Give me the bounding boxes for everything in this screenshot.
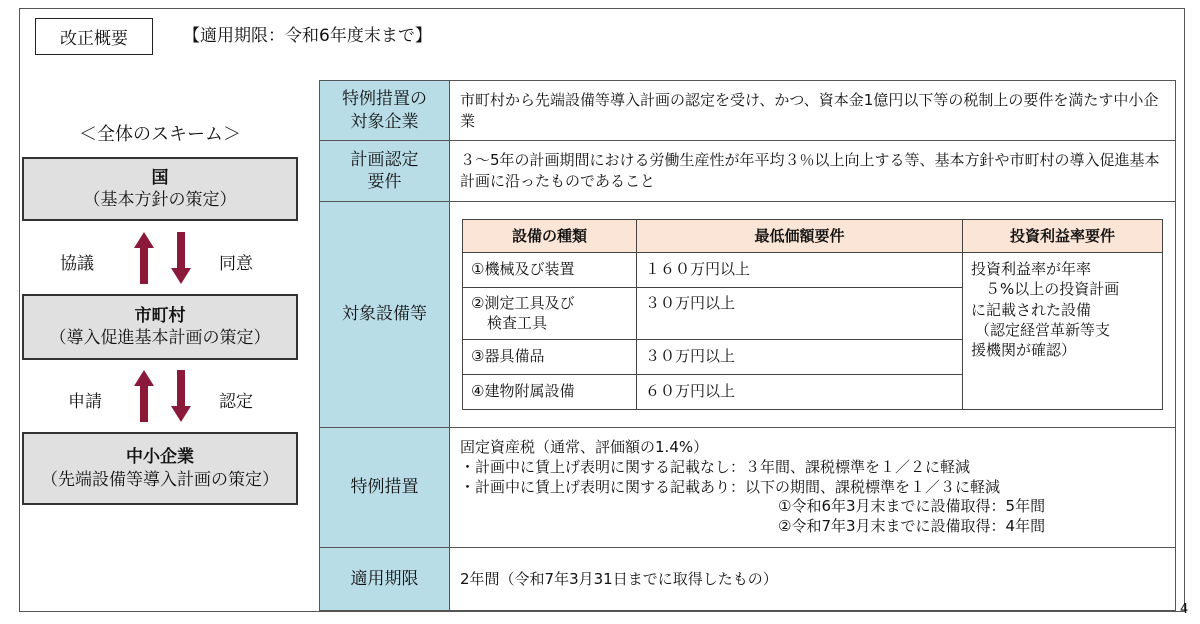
equipment-requirements-table bbox=[462, 219, 1163, 410]
national-government-box bbox=[22, 157, 298, 221]
special-measure-header: 特例措置 bbox=[320, 428, 450, 548]
minimum-price-cell: ３０万円以上 bbox=[637, 340, 963, 375]
header-line: 対象企業 bbox=[350, 111, 419, 132]
approval-label: 認定 bbox=[219, 392, 253, 412]
measure-sub-line: ①令和6年3月末までに設備取得：5年間 bbox=[778, 497, 1046, 516]
plan-requirement-header bbox=[320, 141, 450, 202]
up-arrow-icon bbox=[134, 232, 154, 284]
equipment-type-cell: ①機械及び装置 bbox=[463, 253, 637, 288]
page-number: 4 bbox=[1180, 602, 1189, 617]
application-period-cell: 2年間（令和7年3月31日までに取得したもの） bbox=[450, 548, 1176, 611]
consultation-label: 協議 bbox=[60, 254, 94, 274]
table-row bbox=[320, 81, 1176, 141]
table-row bbox=[320, 548, 1176, 611]
box-subtitle: （導入促進基本計画の策定） bbox=[49, 328, 271, 348]
municipality-box bbox=[22, 294, 298, 360]
equipment-type-cell: ④建物附属設備 bbox=[463, 375, 637, 410]
plan-requirement-cell: ３～5年の計画期間における労働生産性が年平均３％以上向上する等、基本方針や市町村の導入促進基本計画に沿ったものであること bbox=[450, 141, 1176, 202]
sme-box bbox=[22, 432, 298, 505]
consent-label: 同意 bbox=[219, 254, 253, 274]
down-arrow-icon bbox=[171, 232, 191, 284]
measure-line: ・計画中に賃上げ表明に関する記載あり：以下の期間、課税標準を１／３に軽減 bbox=[460, 477, 1001, 496]
measure-summary-table bbox=[319, 80, 1176, 611]
special-measure-cell bbox=[450, 428, 1176, 548]
target-equipment-header: 対象設備等 bbox=[320, 202, 450, 428]
minimum-price-cell: ６０万円以上 bbox=[637, 375, 963, 410]
box-name: 中小企業 bbox=[126, 447, 194, 468]
header-line: 特例措置の bbox=[342, 89, 427, 110]
rate-line: 援機関が確認） bbox=[971, 341, 1077, 359]
minimum-price-cell: ３０万円以上 bbox=[637, 288, 963, 340]
target-equipment-cell bbox=[450, 202, 1176, 428]
box-name: 国 bbox=[151, 167, 169, 188]
box-name: 市町村 bbox=[134, 305, 186, 326]
measure-line: 固定資産税（通常、評価額の1.4%） bbox=[460, 437, 709, 456]
application-label: 申請 bbox=[68, 392, 102, 412]
scheme-title: ＜全体のスキーム＞ bbox=[79, 124, 241, 145]
target-company-cell: 市町村から先端設備等導入計画の認定を受け、かつ、資本金1億円以下等の税制上の要件を満たす中小企業 bbox=[450, 81, 1176, 141]
rate-line: （認定経営革新等支 bbox=[975, 320, 1111, 339]
header-line: 計画認定 bbox=[350, 149, 419, 170]
type-line: 検査工具 bbox=[487, 313, 548, 332]
table-row bbox=[463, 253, 1163, 288]
equipment-type-cell: ③器具備品 bbox=[463, 340, 637, 375]
column-header: 設備の種類 bbox=[463, 220, 637, 253]
measure-sub-line: ②令和7年3月末までに設備取得：4年間 bbox=[778, 517, 1046, 536]
table-header-row bbox=[463, 220, 1163, 253]
box-subtitle: （先端設備等導入計画の策定） bbox=[41, 469, 279, 490]
rate-line: に記載された設備 bbox=[971, 300, 1092, 319]
minimum-price-cell: １６０万円以上 bbox=[637, 253, 963, 288]
box-subtitle: （基本方針の策定） bbox=[83, 190, 237, 210]
measure-line: ・計画中に賃上げ表明に関する記載なし：３年間、課税標準を１／２に軽減 bbox=[460, 457, 971, 476]
application-period-header: 適用期限 bbox=[320, 548, 450, 611]
investment-return-cell bbox=[963, 253, 1163, 410]
header-line: 要件 bbox=[367, 172, 402, 192]
down-arrow-icon bbox=[171, 370, 191, 422]
up-arrow-icon bbox=[134, 370, 154, 422]
table-row bbox=[320, 428, 1176, 548]
rate-line: 投資利益率が年率 bbox=[971, 260, 1092, 278]
column-header: 最低価額要件 bbox=[637, 220, 963, 253]
application-period-label: 【適用期限：令和6年度末まで】 bbox=[183, 26, 432, 46]
table-row bbox=[320, 141, 1176, 202]
column-header: 投資利益率要件 bbox=[963, 220, 1163, 253]
revision-summary-tag: 改正概要 bbox=[35, 18, 153, 55]
type-line: ②測定工具及び bbox=[471, 294, 575, 312]
rate-line: ５%以上の投資計画 bbox=[985, 280, 1120, 299]
target-company-header bbox=[320, 81, 450, 141]
table-row bbox=[320, 202, 1176, 428]
equipment-type-cell bbox=[463, 288, 637, 340]
